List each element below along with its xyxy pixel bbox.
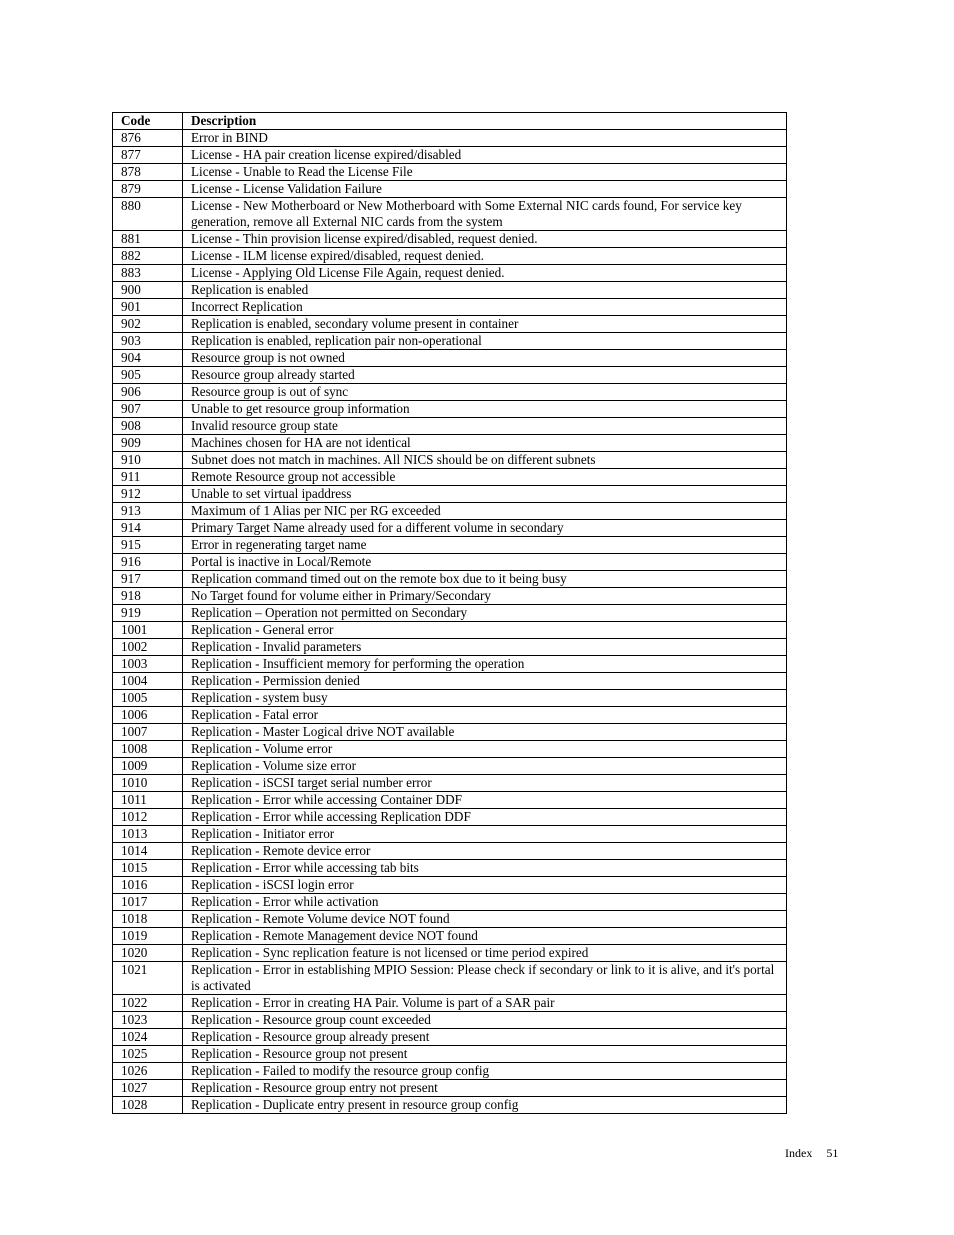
table-row bbox=[113, 707, 787, 724]
error-description: Replication - Insufficient memory for performing the operation bbox=[183, 656, 787, 673]
error-code: 1021 bbox=[113, 962, 183, 995]
table-row bbox=[113, 758, 787, 775]
error-code: 1004 bbox=[113, 673, 183, 690]
error-description: Replication - Error while activation bbox=[183, 894, 787, 911]
error-code: 1020 bbox=[113, 945, 183, 962]
table-row bbox=[113, 384, 787, 401]
error-code: 908 bbox=[113, 418, 183, 435]
error-description: Resource group is not owned bbox=[183, 350, 787, 367]
error-code: 918 bbox=[113, 588, 183, 605]
error-code: 914 bbox=[113, 520, 183, 537]
table-row bbox=[113, 435, 787, 452]
error-code: 915 bbox=[113, 537, 183, 554]
error-code: 881 bbox=[113, 231, 183, 248]
table-row bbox=[113, 486, 787, 503]
table-row bbox=[113, 622, 787, 639]
error-description: Subnet does not match in machines. All NICS should be on different subnets bbox=[183, 452, 787, 469]
table-row bbox=[113, 248, 787, 265]
table-row bbox=[113, 588, 787, 605]
table-row bbox=[113, 282, 787, 299]
error-description: Remote Resource group not accessible bbox=[183, 469, 787, 486]
error-code: 912 bbox=[113, 486, 183, 503]
table-row bbox=[113, 1063, 787, 1080]
error-code: 907 bbox=[113, 401, 183, 418]
error-code: 1013 bbox=[113, 826, 183, 843]
error-description: Replication - Failed to modify the resource group config bbox=[183, 1063, 787, 1080]
table-row bbox=[113, 690, 787, 707]
table-row bbox=[113, 147, 787, 164]
error-description: Unable to set virtual ipaddress bbox=[183, 486, 787, 503]
table-row bbox=[113, 316, 787, 333]
table-row bbox=[113, 231, 787, 248]
table-row bbox=[113, 130, 787, 147]
error-description: Replication is enabled, replication pair non-operational bbox=[183, 333, 787, 350]
error-code: 913 bbox=[113, 503, 183, 520]
table-row bbox=[113, 724, 787, 741]
table-row bbox=[113, 962, 787, 995]
error-code: 880 bbox=[113, 198, 183, 231]
table-row bbox=[113, 333, 787, 350]
error-description: Replication - Volume size error bbox=[183, 758, 787, 775]
table-row bbox=[113, 945, 787, 962]
table-row bbox=[113, 265, 787, 282]
error-description: Replication - Error while accessing Container DDF bbox=[183, 792, 787, 809]
error-code: 1006 bbox=[113, 707, 183, 724]
error-code: 876 bbox=[113, 130, 183, 147]
error-code: 1009 bbox=[113, 758, 183, 775]
error-code: 909 bbox=[113, 435, 183, 452]
error-description: Replication - Volume error bbox=[183, 741, 787, 758]
error-code: 906 bbox=[113, 384, 183, 401]
error-code: 1018 bbox=[113, 911, 183, 928]
table-row bbox=[113, 164, 787, 181]
table-row bbox=[113, 656, 787, 673]
error-description: Resource group is out of sync bbox=[183, 384, 787, 401]
error-description: Replication - Resource group already present bbox=[183, 1029, 787, 1046]
error-description: Unable to get resource group information bbox=[183, 401, 787, 418]
table-row bbox=[113, 401, 787, 418]
error-description: Replication - Error in establishing MPIO Session: Please check if secondary or link to it is alive, and it's portal is activated bbox=[183, 962, 787, 995]
table-row bbox=[113, 792, 787, 809]
error-description: Incorrect Replication bbox=[183, 299, 787, 316]
error-description: Invalid resource group state bbox=[183, 418, 787, 435]
error-code: 1001 bbox=[113, 622, 183, 639]
error-description: Resource group already started bbox=[183, 367, 787, 384]
table-row bbox=[113, 995, 787, 1012]
error-description: Replication - Sync replication feature is not licensed or time period expired bbox=[183, 945, 787, 962]
error-description: Replication - Initiator error bbox=[183, 826, 787, 843]
error-description: License - Thin provision license expired/disabled, request denied. bbox=[183, 231, 787, 248]
table-row bbox=[113, 775, 787, 792]
error-description: Replication - Remote Management device NOT found bbox=[183, 928, 787, 945]
error-code: 916 bbox=[113, 554, 183, 571]
error-description: Maximum of 1 Alias per NIC per RG exceeded bbox=[183, 503, 787, 520]
table-row bbox=[113, 350, 787, 367]
error-description: Machines chosen for HA are not identical bbox=[183, 435, 787, 452]
error-code: 1017 bbox=[113, 894, 183, 911]
error-code: 1005 bbox=[113, 690, 183, 707]
error-description: License - New Motherboard or New Motherboard with Some External NIC cards found, For service key generation, remove all External NIC cards from the system bbox=[183, 198, 787, 231]
error-description: Replication - General error bbox=[183, 622, 787, 639]
error-description: Replication - Error in creating HA Pair. Volume is part of a SAR pair bbox=[183, 995, 787, 1012]
error-code: 1016 bbox=[113, 877, 183, 894]
error-code: 902 bbox=[113, 316, 183, 333]
error-code: 1007 bbox=[113, 724, 183, 741]
error-description: License - ILM license expired/disabled, request denied. bbox=[183, 248, 787, 265]
error-description: Portal is inactive in Local/Remote bbox=[183, 554, 787, 571]
error-code: 1026 bbox=[113, 1063, 183, 1080]
error-code: 1008 bbox=[113, 741, 183, 758]
error-code: 882 bbox=[113, 248, 183, 265]
error-description: Replication - iSCSI login error bbox=[183, 877, 787, 894]
table-row bbox=[113, 843, 787, 860]
table-row bbox=[113, 503, 787, 520]
error-code: 1015 bbox=[113, 860, 183, 877]
error-code: 1024 bbox=[113, 1029, 183, 1046]
table-row bbox=[113, 571, 787, 588]
table-row bbox=[113, 537, 787, 554]
error-code: 1002 bbox=[113, 639, 183, 656]
table-row bbox=[113, 911, 787, 928]
table-row bbox=[113, 299, 787, 316]
error-description: Replication – Operation not permitted on Secondary bbox=[183, 605, 787, 622]
error-description: Primary Target Name already used for a different volume in secondary bbox=[183, 520, 787, 537]
error-code: 883 bbox=[113, 265, 183, 282]
error-code: 1019 bbox=[113, 928, 183, 945]
column-header-code: Code bbox=[113, 113, 183, 130]
error-description: Replication - Resource group entry not present bbox=[183, 1080, 787, 1097]
error-code: 905 bbox=[113, 367, 183, 384]
error-description: Error in regenerating target name bbox=[183, 537, 787, 554]
error-code: 1027 bbox=[113, 1080, 183, 1097]
error-code: 1025 bbox=[113, 1046, 183, 1063]
error-code-table bbox=[112, 112, 787, 1114]
error-description: Replication - Invalid parameters bbox=[183, 639, 787, 656]
page-number: 51 bbox=[826, 1146, 839, 1160]
error-code: 878 bbox=[113, 164, 183, 181]
table-row bbox=[113, 639, 787, 656]
table-row bbox=[113, 1012, 787, 1029]
error-code: 1022 bbox=[113, 995, 183, 1012]
error-code: 1003 bbox=[113, 656, 183, 673]
error-description: License - License Validation Failure bbox=[183, 181, 787, 198]
error-description: Replication - Remote Volume device NOT found bbox=[183, 911, 787, 928]
error-description: Replication - Error while accessing Replication DDF bbox=[183, 809, 787, 826]
error-code: 900 bbox=[113, 282, 183, 299]
error-description: License - HA pair creation license expired/disabled bbox=[183, 147, 787, 164]
error-code: 877 bbox=[113, 147, 183, 164]
table-row bbox=[113, 1080, 787, 1097]
table-row bbox=[113, 673, 787, 690]
error-code: 904 bbox=[113, 350, 183, 367]
error-code: 1012 bbox=[113, 809, 183, 826]
error-code: 911 bbox=[113, 469, 183, 486]
error-description: License - Applying Old License File Again, request denied. bbox=[183, 265, 787, 282]
error-code: 1014 bbox=[113, 843, 183, 860]
error-description: Error in BIND bbox=[183, 130, 787, 147]
error-code: 1028 bbox=[113, 1097, 183, 1114]
error-description: No Target found for volume either in Primary/Secondary bbox=[183, 588, 787, 605]
table-row bbox=[113, 520, 787, 537]
table-row bbox=[113, 1097, 787, 1114]
error-description: Replication is enabled, secondary volume present in container bbox=[183, 316, 787, 333]
error-code: 917 bbox=[113, 571, 183, 588]
error-description: Replication - Resource group count exceeded bbox=[183, 1012, 787, 1029]
table-row bbox=[113, 860, 787, 877]
table-row bbox=[113, 198, 787, 231]
table-row bbox=[113, 554, 787, 571]
error-code: 879 bbox=[113, 181, 183, 198]
error-description: Replication command timed out on the remote box due to it being busy bbox=[183, 571, 787, 588]
error-description: License - Unable to Read the License File bbox=[183, 164, 787, 181]
table-row bbox=[113, 809, 787, 826]
error-description: Replication - Resource group not present bbox=[183, 1046, 787, 1063]
table-row bbox=[113, 469, 787, 486]
footer-section-label: Index bbox=[785, 1146, 813, 1160]
table-row bbox=[113, 877, 787, 894]
error-description: Replication - Fatal error bbox=[183, 707, 787, 724]
table-row bbox=[113, 367, 787, 384]
page-footer bbox=[785, 1146, 838, 1161]
error-code: 919 bbox=[113, 605, 183, 622]
table-row bbox=[113, 452, 787, 469]
table-row bbox=[113, 741, 787, 758]
table-row bbox=[113, 418, 787, 435]
table-row bbox=[113, 894, 787, 911]
table-row bbox=[113, 1029, 787, 1046]
table-body bbox=[113, 130, 787, 1114]
table-header-row bbox=[113, 113, 787, 130]
table-row bbox=[113, 826, 787, 843]
column-header-description: Description bbox=[183, 113, 787, 130]
error-description: Replication - Duplicate entry present in resource group config bbox=[183, 1097, 787, 1114]
error-code: 903 bbox=[113, 333, 183, 350]
table-row bbox=[113, 181, 787, 198]
error-code: 1023 bbox=[113, 1012, 183, 1029]
error-description: Replication - Permission denied bbox=[183, 673, 787, 690]
error-description: Replication - Remote device error bbox=[183, 843, 787, 860]
table-row bbox=[113, 1046, 787, 1063]
error-description: Replication - Master Logical drive NOT available bbox=[183, 724, 787, 741]
table-row bbox=[113, 605, 787, 622]
error-description: Replication - Error while accessing tab bits bbox=[183, 860, 787, 877]
error-code: 1011 bbox=[113, 792, 183, 809]
error-description: Replication - iSCSI target serial number error bbox=[183, 775, 787, 792]
error-code: 910 bbox=[113, 452, 183, 469]
error-description: Replication - system busy bbox=[183, 690, 787, 707]
error-code: 901 bbox=[113, 299, 183, 316]
error-code: 1010 bbox=[113, 775, 183, 792]
error-description: Replication is enabled bbox=[183, 282, 787, 299]
table-row bbox=[113, 928, 787, 945]
